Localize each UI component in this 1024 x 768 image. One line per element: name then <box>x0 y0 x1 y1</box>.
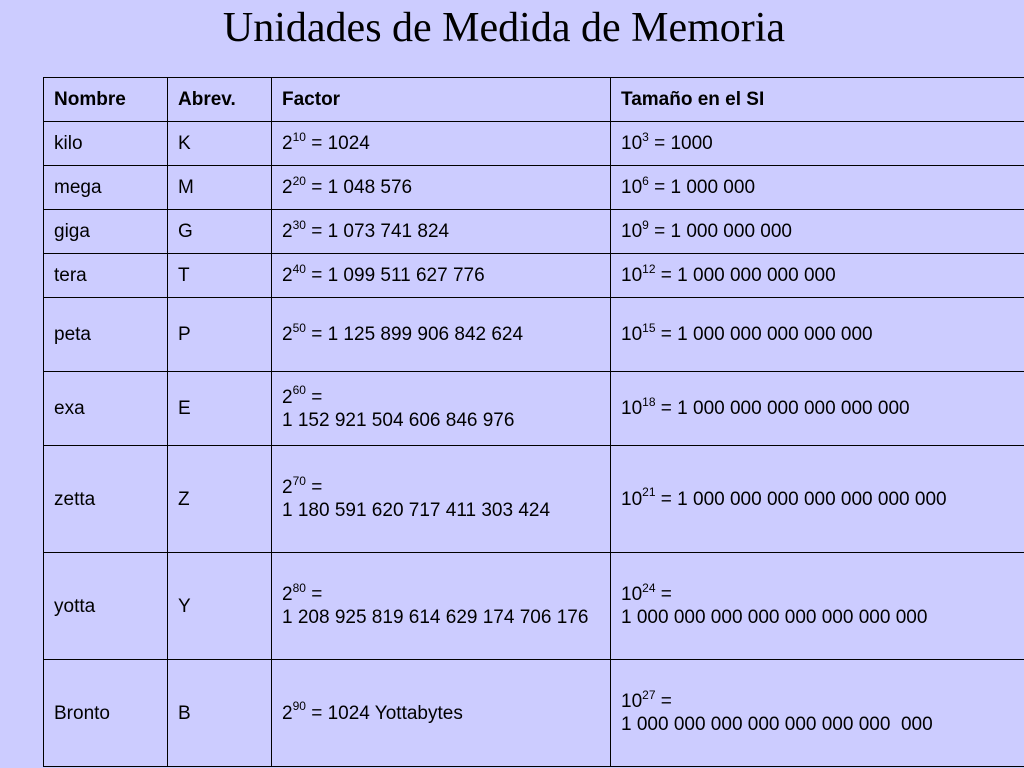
unit-factor <box>272 122 611 166</box>
unit-si-size <box>611 254 1024 298</box>
factor-value: = 1 073 741 824 <box>305 221 450 242</box>
si-exponent: 15 <box>642 320 656 335</box>
table-row <box>44 372 1024 446</box>
factor-exponent: 80 <box>292 580 306 595</box>
unit-si-size <box>611 122 1024 166</box>
factor-value: = <box>305 584 323 605</box>
table-header-row <box>44 78 1024 122</box>
factor-base: 2 <box>282 221 293 242</box>
table-row <box>44 254 1024 298</box>
unit-si-size <box>611 210 1024 254</box>
factor-value: = <box>305 477 323 498</box>
si-exponent: 18 <box>642 394 656 409</box>
unit-name: mega <box>44 166 168 210</box>
unit-name: Bronto <box>44 660 168 767</box>
factor-base: 2 <box>282 265 293 286</box>
si-base: 10 <box>621 488 643 510</box>
unit-name: peta <box>44 298 168 372</box>
unit-name: giga <box>44 210 168 254</box>
unit-abbr: Z <box>168 446 272 553</box>
factor-value: = 1024 <box>305 133 370 154</box>
si-exponent: 6 <box>642 173 649 188</box>
unit-abbr: K <box>168 122 272 166</box>
factor-exponent: 40 <box>292 261 306 276</box>
unit-si-size <box>611 660 1024 767</box>
unit-factor <box>272 210 611 254</box>
table-row <box>44 446 1024 553</box>
si-base: 10 <box>621 221 643 242</box>
factor-exponent: 50 <box>292 320 306 335</box>
si-value: = 1000 <box>648 133 713 154</box>
unit-factor <box>272 372 611 446</box>
factor-base: 2 <box>282 133 293 154</box>
si-value: = 1 000 000 000 <box>648 221 792 242</box>
unit-abbr: P <box>168 298 272 372</box>
header-name: Nombre <box>44 78 168 122</box>
unit-si-size <box>611 298 1024 372</box>
unit-name: yotta <box>44 553 168 660</box>
si-exponent: 24 <box>642 580 656 595</box>
header-abbr: Abrev. <box>168 78 272 122</box>
factor-value-continued: 1 152 921 504 606 846 976 <box>282 409 515 431</box>
factor-base: 2 <box>282 702 293 724</box>
memory-units-table <box>43 77 1024 767</box>
unit-factor <box>272 660 611 767</box>
si-base: 10 <box>621 177 643 198</box>
unit-name: zetta <box>44 446 168 553</box>
table-row <box>44 660 1024 767</box>
factor-exponent: 70 <box>292 473 306 488</box>
factor-base: 2 <box>282 584 293 605</box>
unit-si-size <box>611 553 1024 660</box>
si-base: 10 <box>621 584 643 605</box>
si-exponent: 9 <box>642 217 649 232</box>
table-row <box>44 166 1024 210</box>
unit-factor <box>272 553 611 660</box>
si-exponent: 27 <box>642 687 656 702</box>
si-value: = 1 000 000 <box>648 177 756 198</box>
factor-value-continued: 1 180 591 620 717 411 303 424 <box>282 500 551 521</box>
unit-si-size <box>611 166 1024 210</box>
table-row <box>44 210 1024 254</box>
table-row <box>44 553 1024 660</box>
unit-si-size <box>611 372 1024 446</box>
si-value: = 1 000 000 000 000 000 000 <box>655 398 910 419</box>
factor-base: 2 <box>282 386 293 408</box>
factor-base: 2 <box>282 177 293 198</box>
unit-name: kilo <box>44 122 168 166</box>
unit-name: exa <box>44 372 168 446</box>
slide-title: Unidades de Medida de Memoria <box>222 5 786 51</box>
si-exponent: 21 <box>642 485 656 500</box>
factor-base: 2 <box>282 324 293 345</box>
table-row <box>44 298 1024 372</box>
unit-factor <box>272 446 611 553</box>
si-value: = 1 000 000 000 000 000 <box>655 324 873 345</box>
table-row <box>44 122 1024 166</box>
si-value-continued: 1 000 000 000 000 000 000 000 000 <box>621 607 928 628</box>
unit-abbr: G <box>168 210 272 254</box>
unit-abbr: T <box>168 254 272 298</box>
factor-exponent: 60 <box>292 383 306 398</box>
unit-factor <box>272 166 611 210</box>
factor-value: = 1024 Yottabytes <box>305 702 463 724</box>
unit-abbr: M <box>168 166 272 210</box>
si-value: = <box>655 584 672 605</box>
unit-factor <box>272 254 611 298</box>
unit-si-size <box>611 446 1024 553</box>
si-value: = <box>655 691 672 712</box>
header-factor: Factor <box>272 78 611 122</box>
si-exponent: 3 <box>642 129 649 144</box>
si-base: 10 <box>621 324 643 345</box>
factor-base: 2 <box>282 477 293 498</box>
unit-abbr: E <box>168 372 272 446</box>
si-base: 10 <box>621 691 643 712</box>
si-value-continued: 1 000 000 000 000 000 000 000 000 <box>621 714 933 735</box>
unit-abbr: B <box>168 660 272 767</box>
factor-value: = <box>305 386 323 408</box>
unit-factor <box>272 298 611 372</box>
unit-abbr: Y <box>168 553 272 660</box>
factor-exponent: 90 <box>292 699 306 714</box>
factor-value-continued: 1 208 925 819 614 629 174 706 176 <box>282 607 589 628</box>
factor-value: = 1 099 511 627 776 <box>305 265 485 286</box>
factor-exponent: 20 <box>292 173 306 188</box>
si-base: 10 <box>621 133 643 154</box>
unit-name: tera <box>44 254 168 298</box>
factor-value: = 1 125 899 906 842 624 <box>305 324 524 345</box>
si-value: = 1 000 000 000 000 <box>655 265 836 286</box>
si-value: = 1 000 000 000 000 000 000 000 <box>655 488 947 510</box>
factor-exponent: 30 <box>292 217 306 232</box>
si-base: 10 <box>621 265 643 286</box>
si-exponent: 12 <box>642 261 656 276</box>
header-si: Tamaño en el SI <box>611 78 1024 122</box>
factor-value: = 1 048 576 <box>305 177 413 198</box>
si-base: 10 <box>621 398 643 419</box>
factor-exponent: 10 <box>292 129 306 144</box>
